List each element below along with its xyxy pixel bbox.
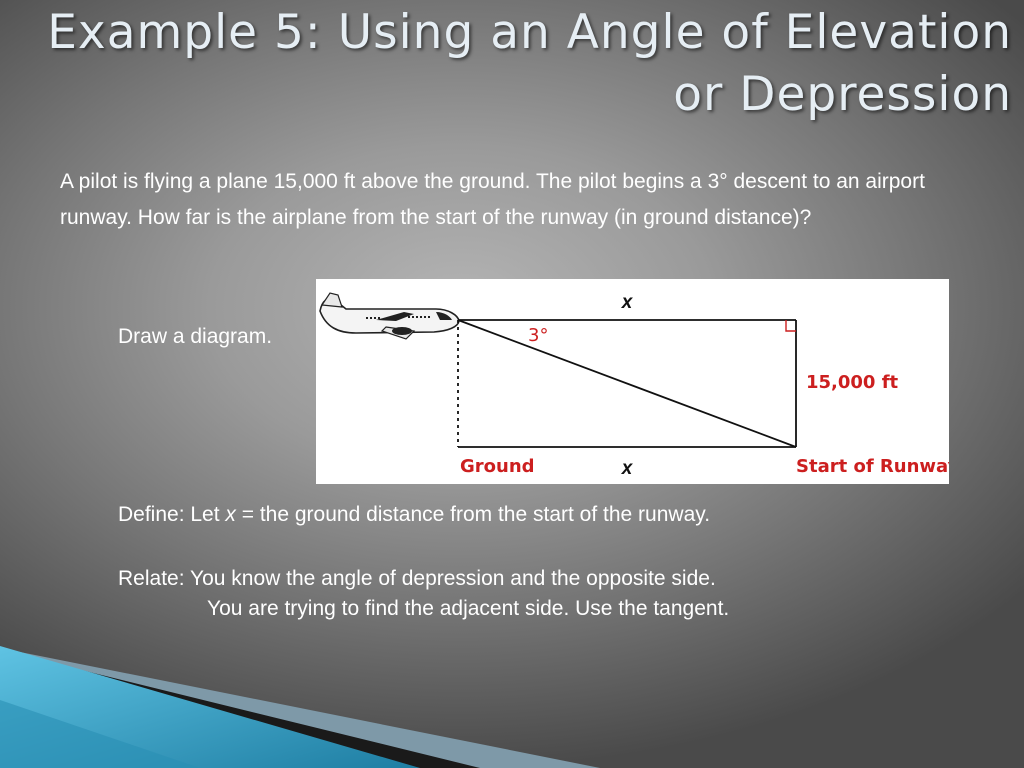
relate-line-2: You are trying to find the adjacent side. Use the tangent.	[207, 597, 730, 620]
bottom-x-label: x	[621, 458, 633, 479]
runway-label: Start of Runway	[796, 456, 949, 477]
relate-line-1: Relate: You know the angle of depression and the opposite side.	[118, 567, 716, 590]
problem-statement: A pilot is flying a plane 15,000 ft above the ground. The pilot begins a 3° descent to an airport runway. How far is the airplane from the start of the runway (in ground distance)?	[60, 170, 925, 229]
define-variable: x	[225, 503, 236, 526]
define-prefix: Define: Let	[118, 503, 226, 526]
draw-diagram-label: Draw a diagram.	[118, 325, 273, 348]
height-label: 15,000 ft	[806, 372, 899, 393]
top-x-label: x	[621, 292, 633, 313]
angle-label: 3°	[528, 325, 549, 346]
ground-label: Ground	[460, 456, 535, 477]
define-suffix: = the ground distance from the start of the runway.	[235, 503, 711, 526]
slide-title: Example 5: Using an Angle of Elevation or Depression	[47, 5, 1012, 122]
